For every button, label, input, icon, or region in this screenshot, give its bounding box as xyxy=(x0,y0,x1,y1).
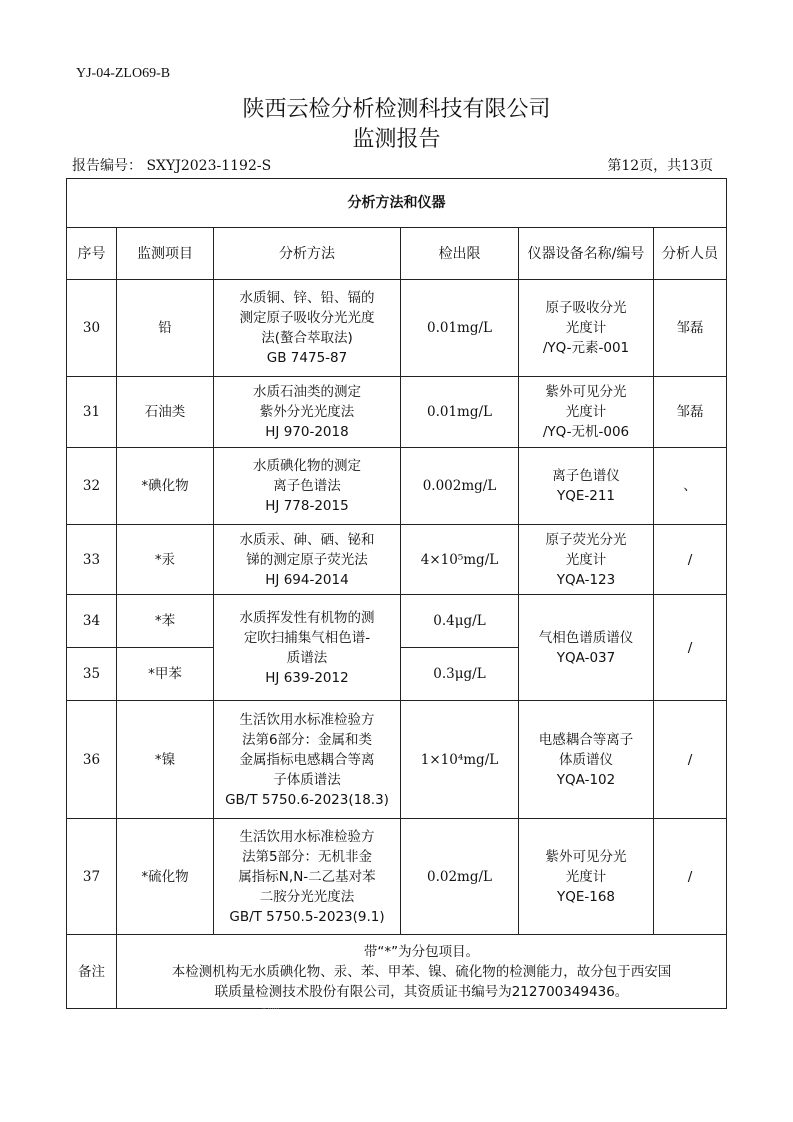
row-instrument xyxy=(519,701,654,819)
instrument-line: 体质谱仪 xyxy=(559,751,613,768)
remarks-text xyxy=(117,935,727,1009)
instrument-line: YQA-037 xyxy=(556,649,616,666)
method-line: 水质碘化物的测定 xyxy=(253,458,361,474)
method-line: GB/T 5750.5-2023(9.1) xyxy=(229,908,385,925)
row-limit: 0.002mg/L xyxy=(401,448,519,525)
row-instrument xyxy=(519,819,654,935)
row-no: 33 xyxy=(67,525,117,595)
col-header-limit: 检出限 xyxy=(401,228,519,280)
table-row xyxy=(67,595,727,648)
row-analyst: / xyxy=(654,595,727,701)
col-header-method: 分析方法 xyxy=(214,228,401,280)
row-analyst: 邹磊 xyxy=(654,377,727,448)
method-line: 属指标N,N-二乙基对苯 xyxy=(238,868,376,885)
row-no: 30 xyxy=(67,280,117,377)
instrument-line: 电感耦合等离子 xyxy=(538,731,634,748)
method-line: 水质挥发性有机物的测 xyxy=(239,609,375,626)
row-method xyxy=(214,525,401,595)
instrument-line: 离子色谱仪 xyxy=(552,468,620,484)
row-no: 37 xyxy=(67,819,117,935)
row-instrument xyxy=(519,595,654,701)
section-row xyxy=(67,179,727,228)
method-line: GB 7475-87 xyxy=(266,350,348,366)
method-line: 二胺分光光度法 xyxy=(259,888,355,905)
method-line: 定吹扫捕集气相色谱- xyxy=(243,629,371,646)
row-no: 31 xyxy=(67,377,117,448)
instrument-line: 光度计 xyxy=(565,868,607,885)
report-number-value: SXYJ2023-1192-S xyxy=(146,158,272,174)
row-item: 石油类 xyxy=(117,377,214,448)
method-line: 金属指标电感耦合等离 xyxy=(239,751,375,768)
table-row xyxy=(67,819,727,935)
method-line: 子体质谱法 xyxy=(273,771,341,788)
instrument-line: YQA-102 xyxy=(556,771,616,788)
row-analyst: / xyxy=(654,525,727,595)
instrument-line: 光度计 xyxy=(565,404,607,420)
method-line: 水质铜、锌、铅、镉的 xyxy=(239,290,375,306)
method-line: HJ 639-2012 xyxy=(265,669,349,686)
method-line: 质谱法 xyxy=(286,649,328,666)
row-method xyxy=(214,819,401,935)
method-line: 锑的测定原子荧光法 xyxy=(246,551,368,568)
row-item: *碘化物 xyxy=(117,448,214,525)
row-limit: 0.4μg/L xyxy=(401,595,519,648)
report-number-label: 报告编号： xyxy=(72,158,142,174)
instrument-line: /YQ-元素-001 xyxy=(542,340,630,356)
remarks-label: 备注 xyxy=(67,935,117,1009)
col-header-analyst: 分析人员 xyxy=(654,228,727,280)
row-item: 铅 xyxy=(117,280,214,377)
row-instrument xyxy=(519,525,654,595)
method-line: 生活饮用水标准检验方 xyxy=(239,711,375,728)
row-method xyxy=(214,280,401,377)
instrument-line: 原子吸收分光 xyxy=(545,300,627,316)
row-limit: 4×10⁵mg/L xyxy=(401,525,519,595)
instrument-line: /YQ-无机-006 xyxy=(542,424,630,440)
row-limit: 0.02mg/L xyxy=(401,819,519,935)
header-row xyxy=(67,228,727,280)
table-row xyxy=(67,701,727,819)
page-info: 第12页，共13页 xyxy=(607,158,713,174)
method-line: HJ 778-2015 xyxy=(265,498,349,514)
document-code: YJ-04-ZLO69-B xyxy=(76,66,171,81)
instrument-line: YQE-211 xyxy=(556,488,616,504)
row-item: *苯 xyxy=(117,595,214,648)
method-line: 水质石油类的测定 xyxy=(253,384,361,400)
col-header-instrument: 仪器设备名称/编号 xyxy=(519,228,654,280)
row-method xyxy=(214,377,401,448)
row-analyst: / xyxy=(654,701,727,819)
remarks-row xyxy=(67,935,727,1009)
method-line: 法(螯合萃取法) xyxy=(261,330,353,346)
method-line: 水质汞、砷、硒、铋和 xyxy=(239,531,375,548)
row-item: *硫化物 xyxy=(117,819,214,935)
row-no: 36 xyxy=(67,701,117,819)
table-row xyxy=(67,448,727,525)
instrument-line: YQA-123 xyxy=(556,571,616,588)
method-line: 测定原子吸收分光光度 xyxy=(239,310,375,326)
remarks-line: 带“*”为分包项目。 xyxy=(363,943,480,960)
row-method xyxy=(214,595,401,701)
instrument-line: 原子荧光分光 xyxy=(545,531,627,548)
row-instrument xyxy=(519,448,654,525)
method-line: 法第6部分：金属和类 xyxy=(241,731,373,748)
instrument-line: 光度计 xyxy=(565,320,607,336)
method-line: 法第5部分：无机非金 xyxy=(241,848,373,865)
method-line: 离子色谱法 xyxy=(273,478,341,494)
method-line: HJ 694-2014 xyxy=(265,571,349,588)
table-row xyxy=(67,377,727,448)
methods-table xyxy=(66,178,727,1009)
row-method xyxy=(214,448,401,525)
col-header-no: 序号 xyxy=(67,228,117,280)
report-number xyxy=(72,155,271,175)
row-limit: 1×10⁴mg/L xyxy=(401,701,519,819)
remarks-line: 本检测机构无水质碘化物、汞、苯、甲苯、镍、硫化物的检测能力，故分包于西安国 xyxy=(171,963,672,980)
row-no: 34 xyxy=(67,595,117,648)
row-limit: 0.01mg/L xyxy=(401,377,519,448)
row-method xyxy=(214,701,401,819)
method-line: HJ 970-2018 xyxy=(265,424,349,440)
row-limit: 0.3μg/L xyxy=(401,648,519,701)
method-line: 生活饮用水标准检验方 xyxy=(239,828,375,845)
instrument-line: YQE-168 xyxy=(556,888,616,905)
row-no: 35 xyxy=(67,648,117,701)
row-analyst: 邹磊 xyxy=(654,280,727,377)
row-item: *甲苯 xyxy=(117,648,214,701)
row-limit: 0.01mg/L xyxy=(401,280,519,377)
row-item: *汞 xyxy=(117,525,214,595)
instrument-line: 气相色谱质谱仪 xyxy=(538,629,634,646)
footer-mark: ·· ······ xyxy=(262,1006,280,1013)
row-item: *镍 xyxy=(117,701,214,819)
row-analyst: 、 xyxy=(654,448,727,525)
instrument-line: 紫外可见分光 xyxy=(545,384,627,400)
method-line: GB/T 5750.6-2023(18.3) xyxy=(225,791,389,808)
row-instrument xyxy=(519,377,654,448)
table-row xyxy=(67,525,727,595)
instrument-line: 紫外可见分光 xyxy=(545,848,627,865)
table-row xyxy=(67,280,727,377)
row-analyst: / xyxy=(654,819,727,935)
remarks-line: 联质量检测技术股份有限公司，其资质证书编号为212700349436。 xyxy=(214,983,629,1000)
company-name: 陕西云检分析检测科技有限公司 xyxy=(242,97,551,122)
instrument-line: 光度计 xyxy=(565,551,607,568)
col-header-item: 监测项目 xyxy=(117,228,214,280)
row-instrument xyxy=(519,280,654,377)
row-no: 32 xyxy=(67,448,117,525)
section-title: 分析方法和仪器 xyxy=(67,179,727,228)
method-line: 紫外分光光度法 xyxy=(259,404,355,420)
report-title: 监测报告 xyxy=(352,127,441,152)
